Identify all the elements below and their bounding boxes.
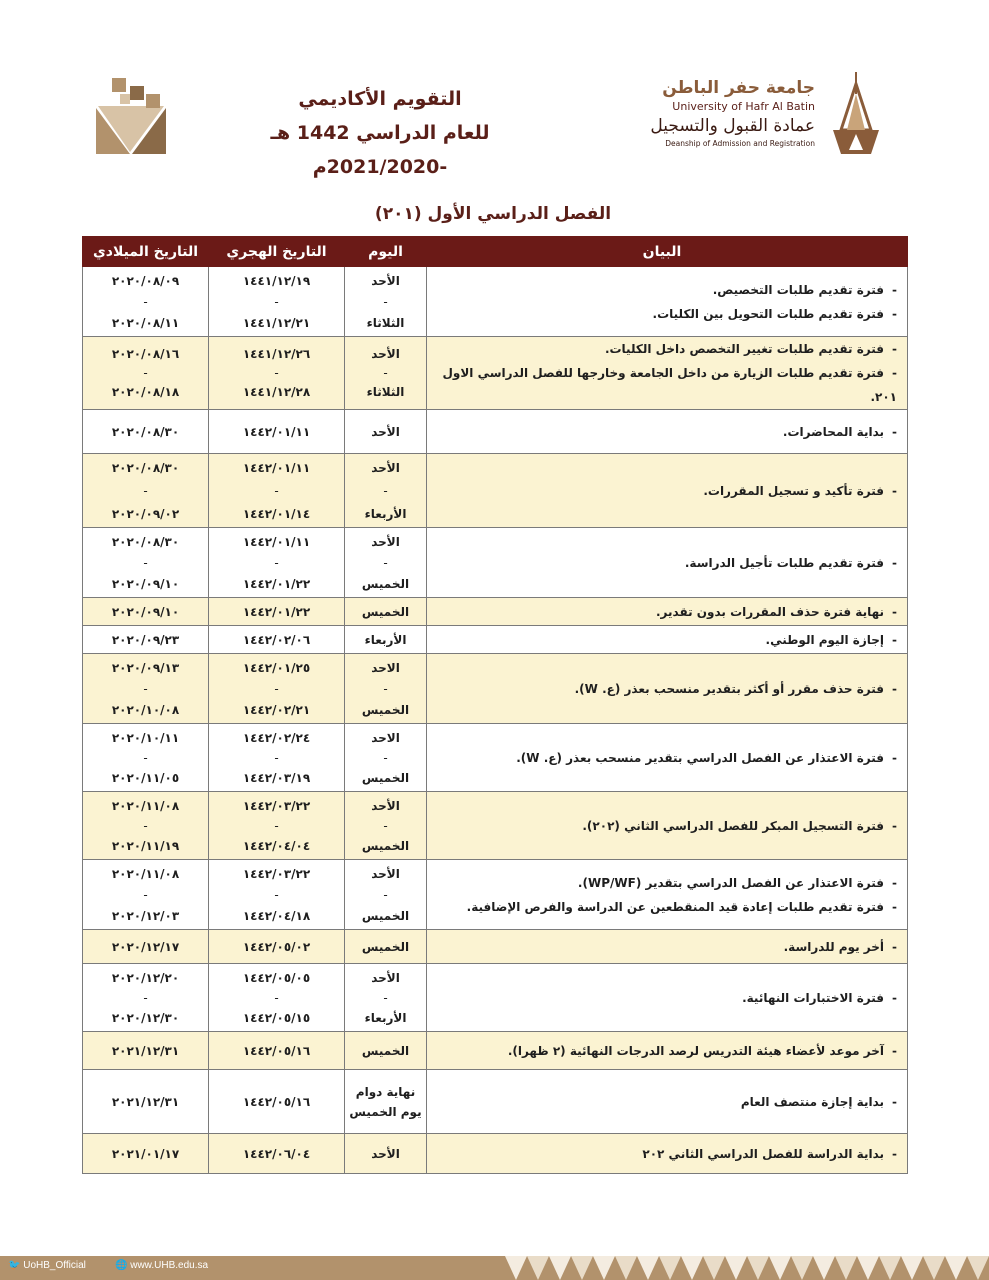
range-separator: -: [274, 483, 279, 498]
pattern-triangle: [571, 1256, 593, 1280]
row-description: [427, 454, 908, 528]
row-gregorian-date-value: ٢٠٢٠/١٢/٢٠: [111, 970, 180, 985]
description-line: [427, 871, 897, 895]
pattern-triangle: [637, 1256, 659, 1280]
row-hijri-date-value: ١٤٤٢/٠١/٢٥: [242, 660, 311, 675]
row-gregorian-date-value: ٢٠٢٠/١٢/١٧: [111, 939, 180, 954]
range-separator: -: [383, 887, 388, 902]
description-text: بداية المحاضرات.: [782, 424, 885, 439]
row-day-value: الأحد: [371, 347, 400, 361]
pattern-triangle: [967, 1256, 989, 1280]
row-hijri-date: [209, 1070, 345, 1134]
table-row: [83, 410, 908, 454]
row-day-value: الثلاثاء: [366, 315, 405, 330]
decorative-logo: [94, 72, 168, 154]
website-text: www.UHB.edu.sa: [130, 1260, 209, 1271]
row-hijri-date-value: ١٤٤٢/٠٤/١٨: [242, 908, 311, 923]
description-line: [427, 600, 897, 624]
bullet-icon: -: [892, 282, 897, 297]
row-day-value: الخميس: [361, 939, 410, 954]
pattern-triangle: [791, 1256, 813, 1280]
row-hijri-date: [209, 860, 345, 930]
description-line: [427, 361, 897, 409]
row-day: [345, 598, 427, 626]
range-separator: -: [274, 366, 279, 380]
university-name-ar: جامعة حفر الباطن: [662, 78, 815, 98]
row-hijri-date-value: ١٤٤٢/٠١/١١: [242, 424, 311, 439]
description-line: [427, 628, 897, 652]
row-gregorian-date-value: ٢٠٢٠/٠٨/١٨: [111, 385, 180, 399]
row-hijri-date-value: ١٤٤٢/٠٢/٢٤: [242, 730, 311, 745]
bullet-icon: -: [892, 632, 897, 647]
row-description: [427, 267, 908, 337]
description-line: [427, 1039, 897, 1063]
globe-icon: 🌐: [115, 1260, 128, 1271]
bullet-icon: -: [892, 990, 897, 1005]
table-row: [83, 654, 908, 724]
university-branding: [640, 70, 895, 170]
semester-title: الفصل الدراسي الأول (٢٠١): [374, 204, 612, 224]
row-day-value: الخميس: [361, 838, 410, 853]
table-row: [83, 724, 908, 792]
pattern-triangle: [659, 1256, 681, 1280]
row-hijri-date: [209, 964, 345, 1032]
row-hijri-date-value: ١٤٤١/١٢/١٩: [242, 273, 311, 288]
range-separator: -: [383, 294, 388, 309]
row-hijri-date-value: ١٤٤٢/٠١/١٤: [242, 506, 311, 521]
description-text: فترة حذف مقرر أو أكثر بتقدير منسحب بعذر (ع. W).: [574, 681, 885, 696]
description-text: فترة تقديم طلبات تأجيل الدراسة.: [684, 555, 885, 570]
row-day-value: الأربعاء: [364, 1010, 407, 1025]
row-day-value: الأحد: [371, 460, 400, 475]
row-day-value: الأحد: [371, 534, 400, 549]
row-gregorian-date-value: ٢٠٢٠/١٢/٠٣: [111, 908, 180, 923]
pattern-triangle: [527, 1256, 549, 1280]
header-gregorian-date: التاريخ الميلادي: [83, 237, 209, 267]
bullet-icon: -: [892, 555, 897, 570]
twitter-icon: 🐦: [8, 1260, 21, 1271]
row-day: [345, 1070, 427, 1134]
row-day-value: الخميس: [361, 1043, 410, 1058]
row-hijri-date-value: ١٤٤٢/٠١/١١: [242, 534, 311, 549]
calendar-title: [200, 82, 560, 184]
row-gregorian-date: [83, 1032, 209, 1070]
range-separator: -: [274, 887, 279, 902]
table-row: [83, 598, 908, 626]
range-separator: -: [383, 483, 388, 498]
row-day-value: الثلاثاء: [366, 385, 405, 399]
row-day: [345, 1134, 427, 1174]
description-line: [427, 1142, 897, 1166]
row-gregorian-date: [83, 410, 209, 454]
range-separator: -: [383, 990, 388, 1005]
row-description: [427, 1070, 908, 1134]
row-description: [427, 598, 908, 626]
table-row: [83, 337, 908, 410]
row-day-value: الأحد: [371, 970, 400, 985]
bullet-icon: -: [892, 818, 897, 833]
row-gregorian-date-value: ٢٠٢٠/١١/٠٨: [111, 798, 180, 813]
row-day-value: الأحد: [371, 798, 400, 813]
pattern-triangle: [747, 1256, 769, 1280]
row-hijri-date: [209, 1032, 345, 1070]
university-logo-icon: [825, 70, 887, 165]
description-text: آخر موعد لأعضاء هيئة التدريس لرصد الدرجات النهائية (٢ ظهرا).: [507, 1043, 885, 1058]
row-gregorian-date-value: ٢٠٢٠/٠٩/١٠: [111, 576, 180, 591]
row-hijri-date-value: ١٤٤٢/٠١/١١: [242, 460, 311, 475]
row-hijri-date: [209, 792, 345, 860]
description-text: فترة تقديم طلبات التحويل بين الكليات.: [652, 306, 885, 321]
row-hijri-date-value: ١٤٤٢/٠٥/١٥: [242, 1010, 311, 1025]
row-description: [427, 860, 908, 930]
bullet-icon: -: [892, 899, 897, 914]
description-line: [427, 814, 897, 838]
bullet-icon: -: [892, 306, 897, 321]
table-header-row: [83, 237, 908, 267]
row-description: [427, 792, 908, 860]
range-separator: -: [143, 294, 148, 309]
description-line: [427, 935, 897, 959]
pattern-triangle: [835, 1256, 857, 1280]
row-day-value: الخميس: [361, 604, 410, 619]
row-gregorian-date-value: ٢٠٢٠/٠٨/١١: [111, 315, 180, 330]
row-gregorian-date: [83, 598, 209, 626]
range-separator: -: [143, 366, 148, 380]
row-gregorian-date: [83, 528, 209, 598]
table-row: [83, 792, 908, 860]
row-description: [427, 528, 908, 598]
twitter-handle[interactable]: [8, 1260, 86, 1271]
row-hijri-date: [209, 410, 345, 454]
range-separator: -: [274, 818, 279, 833]
title-line-2: للعام الدراسي 1442 هـ -2021/2020م: [270, 122, 490, 178]
row-description: [427, 626, 908, 654]
row-gregorian-date-value: ٢٠٢٠/٠٩/١٣: [111, 660, 180, 675]
row-gregorian-date-value: ٢٠٢١/١٢/٣١: [111, 1043, 180, 1058]
pattern-triangle: [769, 1256, 791, 1280]
row-gregorian-date-value: ٢٠٢٠/٠٩/٢٣: [111, 632, 180, 647]
range-separator: -: [383, 750, 388, 765]
description-line: [427, 337, 897, 361]
description-text: فترة تقديم طلبات الزيارة من داخل الجامعة وخارجها للفصل الدراسي الاول ٢٠١.: [442, 366, 897, 404]
row-gregorian-date-value: ٢٠٢٠/٠٩/٠٢: [111, 506, 180, 521]
row-hijri-date: [209, 337, 345, 410]
range-separator: -: [274, 750, 279, 765]
row-gregorian-date: [83, 724, 209, 792]
row-day: [345, 860, 427, 930]
table-row: [83, 1070, 908, 1134]
bullet-icon: -: [892, 1094, 897, 1109]
academic-calendar-table: [82, 236, 908, 1174]
row-day-value: الاحد: [371, 660, 400, 675]
range-separator: -: [143, 750, 148, 765]
description-line: [427, 278, 897, 302]
description-text: فترة تأكيد و تسجيل المقررات.: [703, 483, 885, 498]
description-text: نهاية فترة حذف المقررات بدون تقدير.: [655, 604, 885, 619]
table-row: [83, 267, 908, 337]
description-text: فترة الاعتذار عن الفصل الدراسي بتقدير منسحب بعذر (ع. W).: [516, 750, 885, 765]
row-day: [345, 1032, 427, 1070]
row-gregorian-date-value: ٢٠٢٠/٠٨/٣٠: [111, 534, 180, 549]
pattern-triangle: [549, 1256, 571, 1280]
pattern-triangle: [615, 1256, 637, 1280]
range-separator: -: [274, 294, 279, 309]
pattern-triangle: [923, 1256, 945, 1280]
row-day: [345, 792, 427, 860]
row-description: [427, 930, 908, 964]
description-line: [427, 420, 897, 444]
description-line: [427, 551, 897, 575]
description-line: [427, 895, 897, 919]
row-hijri-date-value: ١٤٤٢/٠٣/٢٢: [242, 798, 311, 813]
description-text: فترة تقديم طلبات التخصيص.: [712, 282, 885, 297]
row-hijri-date-value: ١٤٤٢/٠٣/٢٢: [242, 866, 311, 881]
range-separator: -: [143, 483, 148, 498]
row-hijri-date: [209, 598, 345, 626]
row-hijri-date: [209, 1134, 345, 1174]
range-separator: -: [383, 818, 388, 833]
pattern-triangle: [857, 1256, 879, 1280]
row-hijri-date-value: ١٤٤٢/٠٥/١٦: [242, 1094, 311, 1109]
range-separator: -: [383, 681, 388, 696]
row-day: [345, 410, 427, 454]
description-text: فترة تقديم طلبات تغيير التخصص داخل الكليات.: [604, 342, 885, 356]
row-gregorian-date-value: ٢٠٢٠/١٢/٣٠: [111, 1010, 180, 1025]
row-hijri-date-value: ١٤٤٢/٠١/٢٢: [242, 604, 311, 619]
row-gregorian-date-value: ٢٠٢٠/٠٨/٣٠: [111, 424, 180, 439]
table-row: [83, 1134, 908, 1174]
row-gregorian-date: [83, 1134, 209, 1174]
bullet-icon: -: [892, 366, 897, 380]
row-day-value: الأحد: [371, 866, 400, 881]
row-gregorian-date-value: ٢٠٢١/١٢/٣١: [111, 1094, 180, 1109]
description-text: إجازة اليوم الوطني.: [765, 632, 885, 647]
description-text: فترة الاختبارات النهائية.: [742, 990, 885, 1005]
row-gregorian-date-value: ٢٠٢٠/١١/٠٨: [111, 866, 180, 881]
row-gregorian-date-value: ٢٠٢٠/٠٩/١٠: [111, 604, 180, 619]
row-gregorian-date: [83, 964, 209, 1032]
range-separator: -: [143, 555, 148, 570]
bullet-icon: -: [892, 875, 897, 890]
deanship-name-en: Deanship of Admission and Registration: [665, 139, 815, 148]
table-row: [83, 528, 908, 598]
row-day: [345, 337, 427, 410]
row-gregorian-date-value: ٢٠٢١/٠١/١٧: [111, 1146, 180, 1161]
row-gregorian-date-value: ٢٠٢٠/٠٨/٣٠: [111, 460, 180, 475]
row-description: [427, 1032, 908, 1070]
range-separator: -: [383, 555, 388, 570]
row-hijri-date-value: ١٤٤٢/٠١/٢٢: [242, 576, 311, 591]
footer-bar: [0, 1256, 989, 1280]
row-gregorian-date: [83, 930, 209, 964]
row-day: [345, 267, 427, 337]
row-hijri-date-value: ١٤٤٢/٠٥/١٦: [242, 1043, 311, 1058]
table-row: [83, 626, 908, 654]
pattern-triangle: [703, 1256, 725, 1280]
range-separator: -: [274, 990, 279, 1005]
range-separator: -: [143, 681, 148, 696]
row-hijri-date-value: ١٤٤٢/٠٤/٠٤: [242, 838, 311, 853]
row-day: [345, 626, 427, 654]
table-row: [83, 454, 908, 528]
range-separator: -: [143, 818, 148, 833]
bullet-icon: -: [892, 483, 897, 498]
header-day: اليوم: [345, 237, 427, 267]
university-name-en: University of Hafr Al Batin: [672, 100, 815, 113]
pattern-triangle: [813, 1256, 835, 1280]
bullet-icon: -: [892, 939, 897, 954]
description-text: فترة التسجيل المبكر للفصل الدراسي الثاني (٢٠٢).: [582, 818, 885, 833]
description-line: [427, 986, 897, 1010]
row-gregorian-date: [83, 337, 209, 410]
table-row: [83, 1032, 908, 1070]
description-line: [427, 677, 897, 701]
row-gregorian-date-value: ٢٠٢٠/٠٨/١٦: [111, 347, 180, 361]
website-link[interactable]: [115, 1260, 208, 1271]
row-description: [427, 654, 908, 724]
row-gregorian-date-value: ٢٠٢٠/١٠/٠٨: [111, 702, 180, 717]
row-hijri-date: [209, 454, 345, 528]
row-hijri-date-value: ١٤٤١/١٢/٢١: [242, 315, 311, 330]
row-description: [427, 964, 908, 1032]
row-hijri-date-value: ١٤٤١/١٢/٢٦: [242, 347, 311, 361]
header-hijri-date: التاريخ الهجري: [209, 237, 345, 267]
row-day-value: الأربعاء: [364, 506, 407, 521]
table-row: [83, 860, 908, 930]
row-day-value: نهاية دوام يوم الخميس: [349, 1084, 422, 1119]
row-gregorian-date: [83, 860, 209, 930]
row-gregorian-date-value: ٢٠٢٠/١١/١٩: [111, 838, 180, 853]
row-description: [427, 410, 908, 454]
description-text: فترة الاعتذار عن الفصل الدراسي بتقدير (WP/WF).: [577, 875, 885, 890]
row-hijri-date-value: ١٤٤٢/٠٣/١٩: [242, 770, 311, 785]
row-description: [427, 337, 908, 410]
description-text: فترة تقديم طلبات إعادة قيد المنقطعين عن الدراسة والفرص الإضافية.: [466, 899, 885, 914]
row-gregorian-date: [83, 626, 209, 654]
title-line-1: التقويم الأكاديمي: [298, 88, 462, 110]
row-gregorian-date: [83, 454, 209, 528]
pattern-triangle: [593, 1256, 615, 1280]
range-separator: -: [143, 990, 148, 1005]
row-hijri-date-value: ١٤٤٢/٠٥/٠٥: [242, 970, 311, 985]
row-hijri-date: [209, 626, 345, 654]
bullet-icon: -: [892, 1043, 897, 1058]
row-day-value: الأحد: [371, 273, 400, 288]
row-day-value: الخميس: [361, 576, 410, 591]
row-day-value: الاحد: [371, 730, 400, 745]
row-day-value: الخميس: [361, 908, 410, 923]
twitter-text: UoHB_Official: [23, 1260, 86, 1271]
row-gregorian-date-value: ٢٠٢٠/١٠/١١: [111, 730, 180, 745]
row-day-value: الخميس: [361, 770, 410, 785]
row-hijri-date-value: ١٤٤٢/٠٦/٠٤: [242, 1146, 311, 1161]
row-day: [345, 528, 427, 598]
description-line: [427, 479, 897, 503]
description-text: بداية الدراسة للفصل الدراسي الثاني ٢٠٢: [642, 1146, 885, 1161]
range-separator: -: [143, 887, 148, 902]
pattern-triangle: [681, 1256, 703, 1280]
deanship-name-ar: عمادة القبول والتسجيل: [650, 116, 815, 136]
bullet-icon: -: [892, 750, 897, 765]
range-separator: -: [383, 366, 388, 380]
row-hijri-date-value: ١٤٤١/١٢/٢٨: [242, 385, 311, 399]
row-hijri-date: [209, 528, 345, 598]
row-gregorian-date-value: ٢٠٢٠/٠٨/٠٩: [111, 273, 180, 288]
bullet-icon: -: [892, 424, 897, 439]
row-day: [345, 454, 427, 528]
bullet-icon: -: [892, 681, 897, 696]
row-day: [345, 964, 427, 1032]
description-line: [427, 746, 897, 770]
range-separator: -: [274, 555, 279, 570]
description-line: [427, 1090, 897, 1114]
row-hijri-date: [209, 930, 345, 964]
row-day: [345, 654, 427, 724]
row-gregorian-date: [83, 654, 209, 724]
description-line: [427, 302, 897, 326]
row-gregorian-date-value: ٢٠٢٠/١١/٠٥: [111, 770, 180, 785]
description-text: أخر يوم للدراسة.: [783, 939, 885, 954]
row-day: [345, 930, 427, 964]
row-hijri-date-value: ١٤٤٢/٠٢/٠٦: [242, 632, 311, 647]
table-row: [83, 964, 908, 1032]
table-row: [83, 930, 908, 964]
row-hijri-date-value: ١٤٤٢/٠٢/٢١: [242, 702, 311, 717]
pattern-triangle: [945, 1256, 967, 1280]
row-gregorian-date: [83, 267, 209, 337]
bullet-icon: -: [892, 342, 897, 356]
range-separator: -: [274, 681, 279, 696]
description-text: بداية إجازة منتصف العام: [740, 1094, 885, 1109]
row-gregorian-date: [83, 792, 209, 860]
header-description: البيان: [427, 237, 908, 267]
pattern-triangle: [505, 1256, 527, 1280]
pattern-triangle: [879, 1256, 901, 1280]
bullet-icon: -: [892, 1146, 897, 1161]
footer-pattern: [505, 1256, 989, 1280]
row-hijri-date: [209, 654, 345, 724]
row-description: [427, 1134, 908, 1174]
pattern-triangle: [725, 1256, 747, 1280]
row-hijri-date: [209, 724, 345, 792]
bullet-icon: -: [892, 604, 897, 619]
row-day: [345, 724, 427, 792]
row-hijri-date-value: ١٤٤٢/٠٥/٠٢: [242, 939, 311, 954]
pattern-triangle: [901, 1256, 923, 1280]
row-day-value: الأحد: [371, 1146, 400, 1161]
row-gregorian-date: [83, 1070, 209, 1134]
row-hijri-date: [209, 267, 345, 337]
row-day-value: الخميس: [361, 702, 410, 717]
row-day-value: الأحد: [371, 424, 400, 439]
row-day-value: الأربعاء: [364, 632, 407, 647]
row-description: [427, 724, 908, 792]
